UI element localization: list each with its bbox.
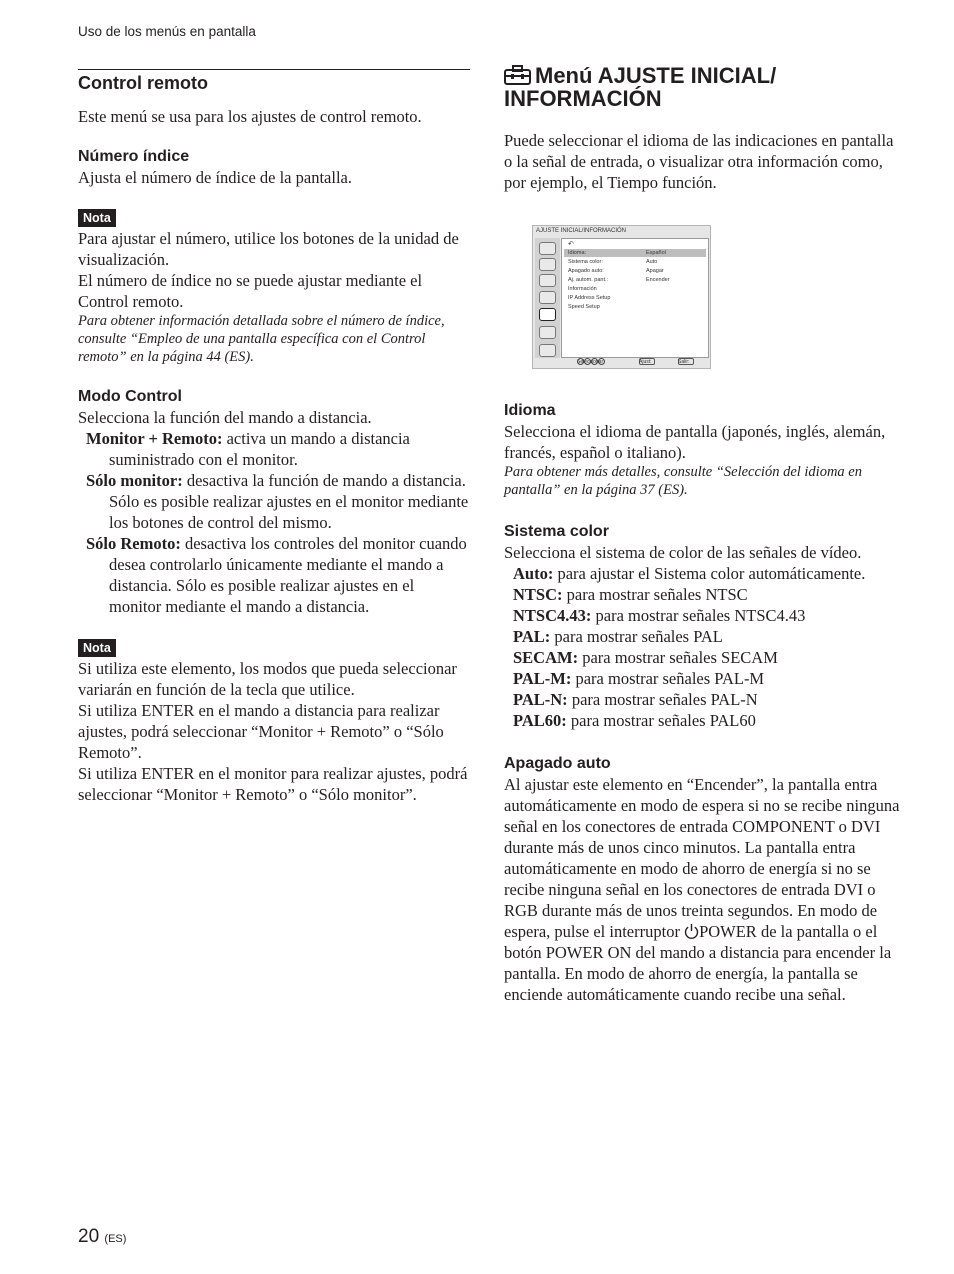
osd-row-apagado-auto <box>568 267 706 275</box>
term: PAL-M: <box>513 669 572 688</box>
osd-icon-sidebar <box>535 238 560 358</box>
color-item-ntsc443 <box>504 605 904 626</box>
definition: para mostrar señales PAL-M <box>571 669 765 688</box>
osd-footer <box>561 358 709 367</box>
color-item-pal-n <box>504 689 904 710</box>
term: Auto: <box>513 564 554 583</box>
osd-sound-icon <box>539 258 556 271</box>
osd-row-label: Speed Setup <box>568 304 600 310</box>
color-item-auto <box>504 563 904 584</box>
note-1-paragraph-2: El número de índice no se puede ajustar mediante el Control remoto. <box>78 271 423 311</box>
idioma-text: Selecciona el idioma de pantalla (japonés, inglés, alemán, francés, español o italiano). <box>504 422 886 462</box>
osd-row-label: Aj. autom. pant.: <box>568 277 609 283</box>
definition: para ajustar el Sistema color automáticamente. <box>553 564 866 583</box>
definition-solo-remoto <box>78 533 470 617</box>
osd-input-icon <box>539 326 556 339</box>
osd-footer-select-label: Seleccionar: <box>577 359 605 365</box>
osd-row-value: Español <box>646 250 666 256</box>
setup-toolbox-icon <box>504 65 531 85</box>
osd-footer-adjust-label: Ajust: <box>639 359 652 365</box>
sistema-color-intro: Selecciona el sistema de color de las señales de vídeo. <box>504 543 862 562</box>
subheading-idioma: Idioma <box>504 402 556 419</box>
term: Monitor + Remoto: <box>86 429 223 448</box>
term: SECAM: <box>513 648 579 667</box>
osd-row-label: Sistema color: <box>568 259 603 265</box>
osd-footer-select <box>577 358 605 367</box>
osd-main-panel <box>561 238 709 358</box>
definition: para mostrar señales SECAM <box>578 648 778 667</box>
osd-row-value: Auto <box>646 259 658 265</box>
color-item-pal-m <box>504 668 904 689</box>
idioma-reference: Para obtener más detalles, consulte “Selección del idioma en pantalla” en la página 37 (ES). <box>504 464 862 498</box>
running-header: Uso de los menús en pantalla <box>78 24 256 39</box>
osd-screen-icon <box>539 274 556 287</box>
osd-row-aj-autom <box>568 276 706 284</box>
menu-title <box>504 64 904 110</box>
note-2-paragraph-1: Si utiliza este elemento, los modos que pueda seleccionar variarán en función de la tecla que utilice. <box>78 659 457 699</box>
term: PAL: <box>513 627 551 646</box>
note-2-paragraph-3: Si utiliza ENTER en el monitor para realizar ajustes, podrá seleccionar “Monitor + Remoto” o “Sólo monitor”. <box>78 764 468 804</box>
numero-indice-text: Ajusta el número de índice de la pantalla. <box>78 168 352 187</box>
definition: activa un mando a distancia suministrado con el monitor. <box>109 429 410 469</box>
osd-row-speed-setup <box>568 303 706 311</box>
subheading-sistema-color: Sistema color <box>504 523 609 540</box>
osd-row-ip-address <box>568 294 706 302</box>
left-column <box>78 58 470 805</box>
apagado-text-before: Al ajustar este elemento en “Encender”, la pantalla entra automáticamente en modo de espera si no se recibe ninguna señal en los conectores de entrada COMPONENT o DVI durante más de unos cinco minutos. La pantalla entra automáticamente en modo de ahorro de energía si no se recibe ninguna señal en los conectores de entrada DVI o RGB durante más de unos treinta segundos. En modo de espera, pulse el interruptor <box>504 775 900 941</box>
subheading-modo-control: Modo Control <box>78 388 182 405</box>
definition-solo-monitor <box>78 470 470 533</box>
note-box-2 <box>78 636 470 657</box>
osd-footer-exit-label: Salir: <box>678 359 690 365</box>
section-intro: Este menú se usa para los ajustes de control remoto. <box>78 107 422 126</box>
page-number-value: 20 <box>78 1226 100 1247</box>
apagado-text-after: POWER de la pantalla o el botón POWER ON del mando a distancia para encender la pantalla. En modo de ahorro de energía, la pantalla se enciende automáticamente cuando recibe una señal. <box>504 922 892 1004</box>
term: NTSC: <box>513 585 563 604</box>
color-item-pal60 <box>504 710 904 731</box>
definition: para mostrar señales NTSC4.43 <box>591 606 806 625</box>
note-2-paragraph-2: Si utiliza ENTER en el mando a distancia para realizar ajustes, podrá seleccionar “Monitor + Remoto” o “Sólo Remoto”. <box>78 701 444 762</box>
definition: desactiva los controles del monitor cuando desea controlarlo únicamente mediante el mando a distancia. Sólo es posible realizar ajustes en el monitor mediante el mando a distancia. <box>109 534 467 616</box>
color-item-ntsc <box>504 584 904 605</box>
apagado-auto-text <box>504 774 904 1005</box>
osd-title: AJUSTE INICIAL/INFORMACIÓN <box>536 228 627 234</box>
definition: para mostrar señales NTSC <box>562 585 748 604</box>
osd-row-sistema-color <box>568 258 706 266</box>
osd-picture-icon <box>539 242 556 255</box>
definition: para mostrar señales PAL-N <box>567 690 758 709</box>
page-number <box>78 1226 126 1248</box>
menu-title-line-1: Menú AJUSTE INICIAL/ <box>535 63 777 88</box>
osd-footer-exit <box>678 358 694 367</box>
note-box-1 <box>78 206 470 227</box>
term: PAL60: <box>513 711 567 730</box>
osd-row-value: Apagar <box>646 268 664 274</box>
return-arrow-icon: ↶ <box>568 241 574 248</box>
definition: para mostrar señales PAL <box>550 627 723 646</box>
note-label: Nota <box>78 639 116 657</box>
subheading-apagado-auto: Apagado auto <box>504 755 611 772</box>
osd-power-save-icon <box>539 291 556 304</box>
osd-row-label: Información <box>568 286 597 292</box>
term: Sólo monitor: <box>86 471 183 490</box>
note-1-paragraph-1: Para ajustar el número, utilice los botones de la unidad de visualización. <box>78 229 459 269</box>
menu-title-line-2: INFORMACIÓN <box>504 86 662 111</box>
power-symbol-icon <box>684 923 699 939</box>
osd-setup-icon <box>539 308 556 321</box>
osd-row-informacion <box>568 285 706 293</box>
osd-row-label: IP Address Setup <box>568 295 611 301</box>
color-item-pal <box>504 626 904 647</box>
color-item-secam <box>504 647 904 668</box>
section-title-control-remoto: Control remoto <box>78 73 208 93</box>
osd-menu-screenshot <box>532 225 711 369</box>
osd-remote-icon <box>539 344 556 357</box>
right-column <box>504 58 904 1005</box>
osd-row-label: Idioma: <box>568 250 587 256</box>
definition-monitor-remoto <box>78 428 470 470</box>
osd-row-label: Apagado auto: <box>568 268 604 274</box>
term: PAL-N: <box>513 690 568 709</box>
page-number-suffix: (ES) <box>104 1233 127 1245</box>
definition: para mostrar señales PAL60 <box>566 711 756 730</box>
subheading-numero-indice: Número índice <box>78 148 190 165</box>
term: Sólo Remoto: <box>86 534 181 553</box>
note-1-reference: Para obtener información detallada sobre el número de índice, consulte “Empleo de una pantalla específica con el Control remoto” en la página 44 (ES). <box>78 313 445 365</box>
menu-intro: Puede seleccionar el idioma de las indicaciones en pantalla o la señal de entrada, o visualizar otra información como, por ejemplo, el Tiempo función. <box>504 131 894 192</box>
osd-row-idioma <box>564 249 706 257</box>
osd-row-value: Encender <box>646 277 670 283</box>
note-label: Nota <box>78 209 116 227</box>
section-rule <box>78 69 470 70</box>
term: NTSC4.43: <box>513 606 592 625</box>
definition: desactiva la función de mando a distancia. Sólo es posible realizar ajustes en el monitor mediante los botones de control del mismo. <box>109 471 469 532</box>
modo-control-intro: Selecciona la función del mando a distancia. <box>78 408 372 427</box>
osd-footer-adjust <box>639 358 655 367</box>
